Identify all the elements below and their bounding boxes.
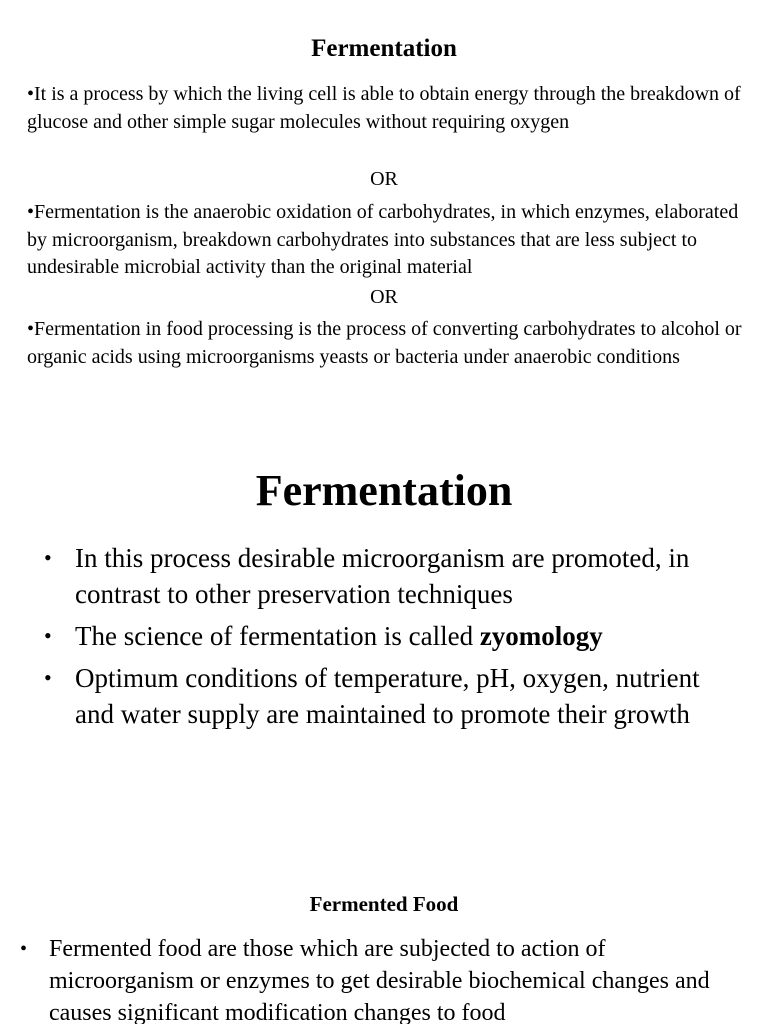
slide1-title: Fermentation: [311, 35, 457, 62]
slide2-bullet-list: [44, 540, 744, 738]
slide2-list-item: [44, 618, 744, 654]
bullet-icon: •: [44, 623, 52, 648]
bullet-icon: •: [20, 938, 28, 960]
slide2-list-item: [44, 540, 744, 612]
slide2-title: Fermentation: [255, 466, 513, 515]
slide2-item-bold-term: zyomology: [479, 621, 603, 651]
slide2-list-item: [44, 660, 744, 732]
slide3-list-item: [20, 933, 740, 1024]
slide1-or-separator-1: OR: [370, 168, 398, 190]
slide2-item-text: Optimum conditions of temperature, pH, oxygen, nutrient and water supply are maintained to promote their growth: [75, 663, 700, 729]
bullet-icon: •: [44, 665, 52, 690]
bullet-icon: •: [44, 545, 52, 570]
slide1-definition-3: •Fermentation in food processing is the process of converting carbohydrates to alcohol or organic acids using microorganisms yeasts or bacteria under anaerobic conditions: [27, 318, 742, 368]
slide3-bullet-list: [20, 933, 740, 1024]
slide2-item-text: In this process desirable microorganism are promoted, in contrast to other preservation techniques: [75, 543, 690, 609]
slide1-definition-1: •It is a process by which the living cell is able to obtain energy through the breakdown of glucose and other simple sugar molecules without requiring oxygen: [27, 83, 741, 133]
slide1-or-separator-2: OR: [370, 286, 398, 308]
slide2-item-text: The science of fermentation is called: [75, 621, 480, 651]
slide3-title: Fermented Food: [309, 892, 459, 916]
slide3-item-text: Fermented food are those which are subjected to action of microorganism or enzymes to get desirable biochemical changes and causes significant modification changes to food: [49, 936, 710, 1024]
slide1-definition-2: •Fermentation is the anaerobic oxidation of carbohydrates, in which enzymes, elaborated by microorganism, breakdown carbohydrates into substances that are less subject to undesirable microbial activity than the original material: [27, 201, 739, 278]
